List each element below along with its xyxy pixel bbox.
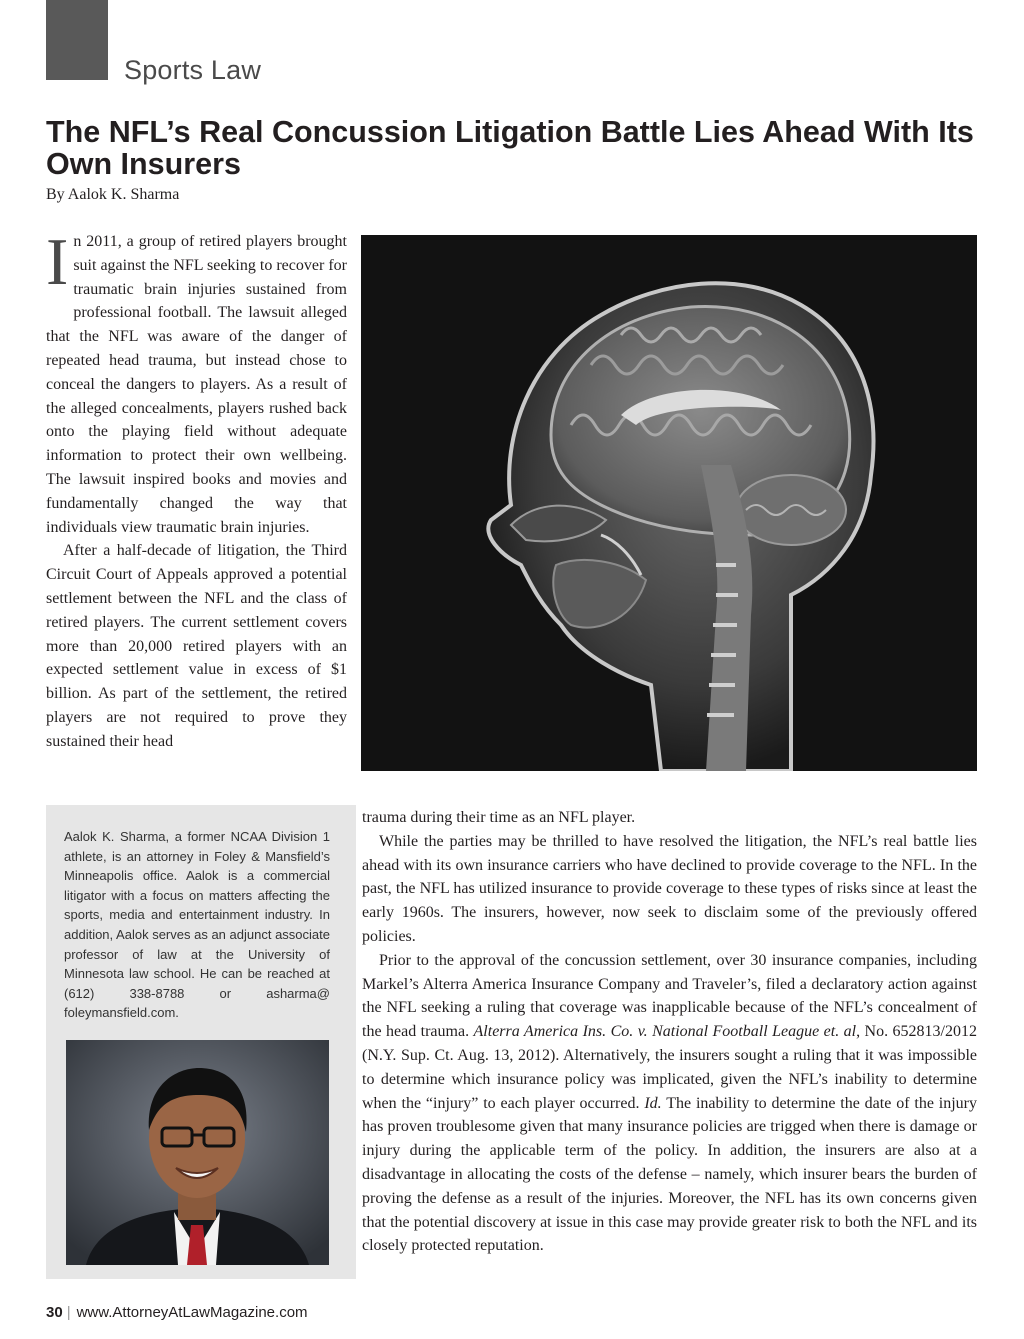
brain-mri-image bbox=[361, 235, 977, 771]
left-paragraph-1 bbox=[46, 225, 347, 539]
article-headline: The NFL’s Real Concussion Litigation Battle Lies Ahead With Its Own Insurers bbox=[46, 115, 974, 181]
section-label: Sports Law bbox=[124, 55, 262, 85]
portrait-illustration bbox=[66, 1040, 329, 1265]
author-portrait bbox=[66, 1040, 329, 1265]
id-citation: Id. bbox=[644, 1094, 662, 1112]
article-byline: By Aalok K. Sharma bbox=[46, 186, 180, 203]
right-paragraph-1: trauma during their time as an NFL player. bbox=[362, 809, 636, 826]
section-color-block bbox=[46, 0, 108, 80]
drop-cap: I bbox=[46, 225, 69, 299]
left-paragraph-2: After a half-decade of litigation, the Third Circuit Court of Appeals approved a potential settlement between the NFL and the class of retired players. The current settlement covers more than 20,000 retired players with an expected settlement value in excess of $1 billion. As part of the settlement, the retired players are not required to prove they sustained their head bbox=[46, 542, 347, 750]
right-paragraph-2: While the parties may be thrilled to have resolved the litigation, the NFL’s real battle lies ahead with its own insurance carriers who have declined to provide coverage to the NFL. In the past, the NFL has utilized insurance to provide coverage to these types of risks since at least the early 1960s. The insurers, however, now seek to disclaim some of the previously offered policies. bbox=[362, 832, 977, 945]
author-bio-text: Aalok K. Sharma, a former NCAA Division 1 athlete, is an attorney in Foley & Mansfield’s Minneapolis office. Aalok is a commercial litigator with a focus on matters affecting the sports, media and entertainment industry. In addition, Aalok serves as an adjunct associate professor of law at the University of Minnesota law school. He can be reached at (612) 338-8788 or asharma@ foleymansfield.com. bbox=[64, 829, 330, 1021]
right-column bbox=[362, 806, 977, 1258]
case-citation: Alterra America Ins. Co. v. National Football League et. al bbox=[473, 1023, 857, 1041]
right-paragraph-3 bbox=[362, 949, 977, 1258]
footer-website: www.AttorneyAtLawMagazine.com bbox=[76, 1304, 308, 1321]
right-paragraph-3-part-b: , No. 652813/2012 (N.Y. Sup. Ct. Aug. 13, 2012). Alternatively, the insurers sought a ruling that it was impossible to determine which insurance policy was implicated, given the NFL’s inability to determine when the “injury” to each player occurred. bbox=[362, 1023, 977, 1112]
right-paragraph-3-part-c: The inability to determine the date of the injury has proven troublesome given that many insurance policies are trigged when there is damage or injury during the applicable term of the policy. In addition, the insurers are also at a disadvantage in allocating the costs of the defense – namely, which insurer bears the burden of proving the defense as a result of the injuries. Moreover, the NFL has its own concerns given that the potential discovery at issue in this case may provide greater risk to both the NFL and its closely protected reputation. bbox=[362, 1094, 977, 1255]
page-footer bbox=[46, 1304, 308, 1321]
footer-separator: | bbox=[66, 1304, 71, 1321]
mri-illustration bbox=[361, 235, 977, 771]
left-column bbox=[46, 225, 347, 754]
page-number: 30 bbox=[46, 1304, 63, 1321]
right-paragraph-3-part-a: Prior to the approval of the concussion settlement, over 30 insurance companies, including Markel’s Alterra America Insurance Company and Traveler’s, filed a declaratory action against the NFL seeking a ruling that coverage was inapplicable because of the NFL’s concealment of the head trauma. bbox=[362, 951, 977, 1041]
author-bio-box bbox=[46, 805, 356, 1279]
left-paragraph-1-text: n 2011, a group of retired players brought suit against the NFL seeking to recover for traumatic brain injuries sustained from professional football. The lawsuit alleged that the NFL was aware of the danger of repeated head trauma, but instead chose to conceal the dangers to players. As a result of the alleged concealments, players rushed back onto the playing field without adequate information to protect their own wellbeing. The lawsuit inspired books and movies and fundamentally changed the way that individuals view traumatic brain injuries. bbox=[46, 233, 347, 536]
